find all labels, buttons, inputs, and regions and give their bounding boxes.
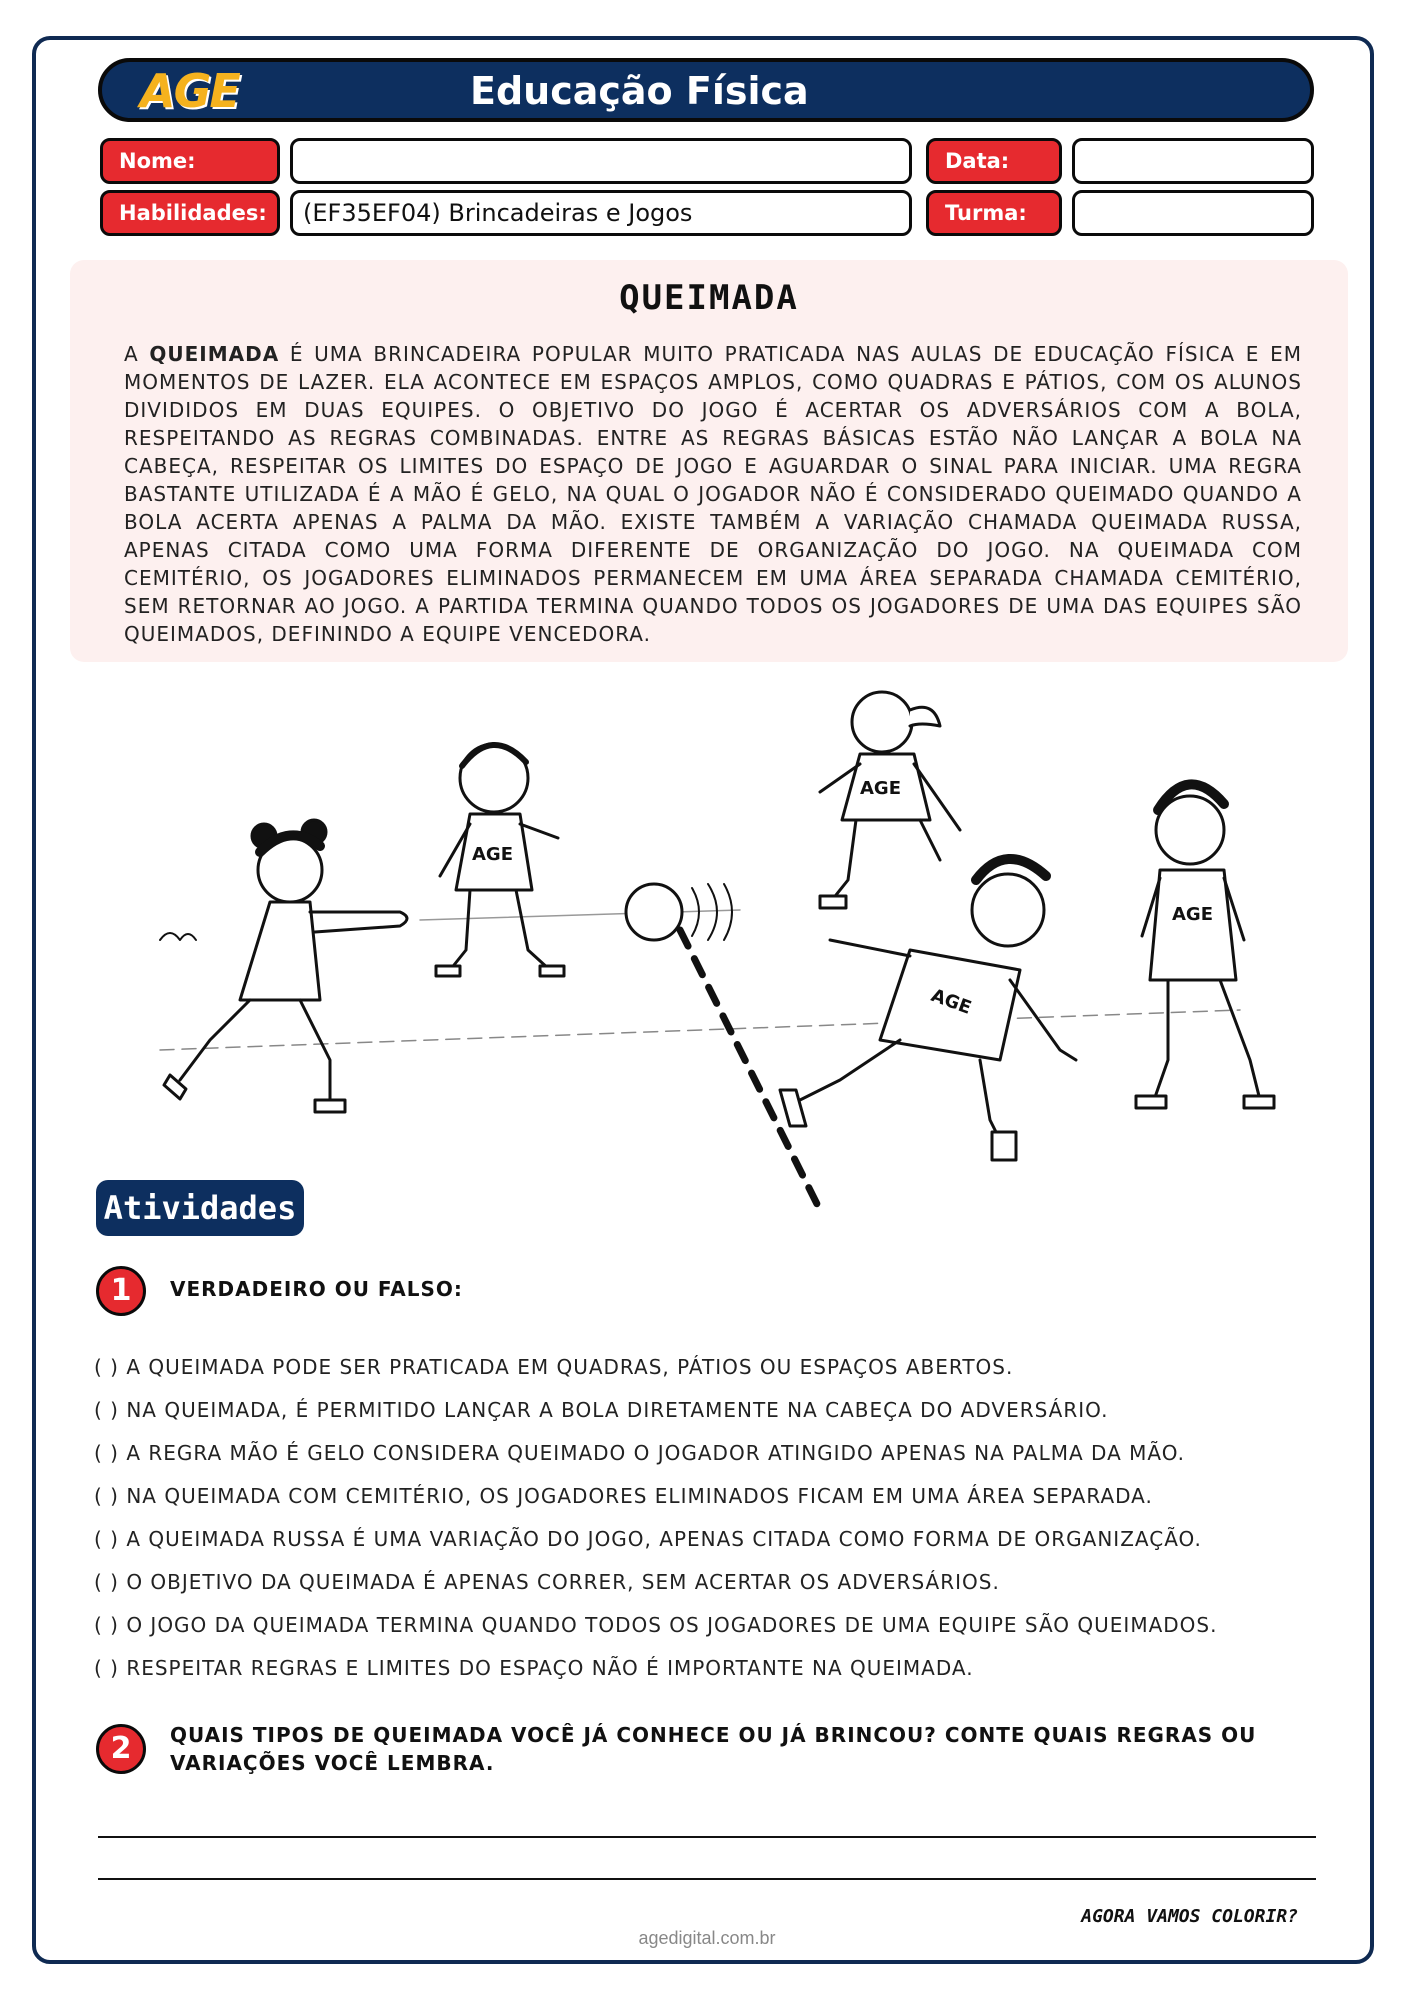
date-label: Data: [926, 138, 1062, 184]
true-false-list [94, 1346, 1334, 1690]
list-item[interactable]: ( ) NA QUEIMADA, É PERMITIDO LANÇAR A BOLA DIRETAMENTE NA CABEÇA DO ADVERSÁRIO. [94, 1398, 1109, 1422]
skills-label: Habilidades: [100, 190, 280, 236]
list-item[interactable]: ( ) A QUEIMADA PODE SER PRATICADA EM QUADRAS, PÁTIOS OU ESPAÇOS ABERTOS. [94, 1355, 1014, 1379]
list-item[interactable]: ( ) O JOGO DA QUEIMADA TERMINA QUANDO TODOS OS JOGADORES DE UMA EQUIPE SÃO QUEIMADOS. [94, 1613, 1218, 1637]
list-item[interactable]: ( ) RESPEITAR REGRAS E LIMITES DO ESPAÇO NÃO É IMPORTANTE NA QUEIMADA. [94, 1656, 974, 1680]
question-2-prompt-line2: VARIAÇÕES VOCÊ LEMBRA. [170, 1751, 495, 1775]
answer-line-1[interactable] [98, 1836, 1316, 1838]
shirt-text-2: AGE [860, 778, 902, 799]
class-label: Turma: [926, 190, 1062, 236]
intro-rest: É UMA BRINCADEIRA POPULAR MUITO PRATICADA NAS AULAS DE EDUCAÇÃO FÍSICA E EM MOMENTOS DE LAZER. ELA ACONTECE EM ESPAÇOS AMPLOS, COMO QUADRAS E PÁTIOS, COM OS ALUNOS DIVIDIDOS EM DUAS EQUIPES. O OBJETIVO DO JOGO É ACERTAR OS ADVERSÁRIOS COM A BOLA, RESPEITANDO AS REGRAS COMBINADAS. ENTRE AS REGRAS BÁSICAS ESTÃO NÃO LANÇAR A BOLA NA CABEÇA, RESPEITAR OS LIMITES DO ESPAÇO DE JOGO E AGUARDAR O SINAL PARA INICIAR. UMA REGRA BASTANTE UTILIZADA É A MÃO É GELO, NA QUAL O JOGADOR NÃO É CONSIDERADO QUEIMADO QUANDO A BOLA ACERTA APENAS A PALMA DA MÃO. EXISTE TAMBÉM A VARIAÇÃO CHAMADA QUEIMADA RUSSA, APENAS CITADA COMO UMA FORMA DIFERENTE DE ORGANIZAÇÃO DO JOGO. NA QUEIMADA COM CEMITÉRIO, OS JOGADORES ELIMINADOS PERMANECEM EM UMA ÁREA SEPARADA CHAMADA CEMITÉRIO, SEM RETORNAR AO JOGO. A PARTIDA TERMINA QUANDO TODOS OS JOGADORES DE UMA DAS EQUIPES SÃO QUEIMADOS, DEFININDO A EQUIPE VENCEDORA. [124, 342, 1302, 646]
girl-ponytail [820, 692, 960, 908]
intro-paragraph [124, 340, 1302, 648]
age-logo: AGE [140, 64, 239, 118]
activities-tag: Atividades [96, 1180, 304, 1236]
footer-website: agedigital.com.br [638, 1928, 776, 1948]
name-label: Nome: [100, 138, 280, 184]
question-2-prompt-line1: QUAIS TIPOS DE QUEIMADA VOCÊ JÁ CONHECE OU JÁ BRINCOU? CONTE QUAIS REGRAS OU [170, 1723, 1257, 1747]
date-field[interactable] [1072, 138, 1314, 184]
question-2-badge: 2 [96, 1724, 146, 1774]
page-title: Educação Física [470, 69, 809, 113]
name-field[interactable] [290, 138, 912, 184]
shirt-text-1: AGE [472, 844, 514, 865]
girl-thrower [164, 820, 407, 1112]
question-1-prompt: VERDADEIRO OU FALSO: [170, 1277, 463, 1301]
section-title: QUEIMADA [619, 278, 799, 318]
list-item[interactable]: ( ) A REGRA MÃO É GELO CONSIDERA QUEIMADO O JOGADOR ATINGIDO APENAS NA PALMA DA MÃO. [94, 1441, 1185, 1465]
shirt-text-4: AGE [1172, 904, 1214, 925]
boy-curly [1136, 784, 1274, 1108]
list-item[interactable]: ( ) A QUEIMADA RUSSA É UMA VARIAÇÃO DO JOGO, APENAS CITADA COMO FORMA DE ORGANIZAÇÃO. [94, 1527, 1202, 1551]
intro-keyword: QUEIMADA [149, 342, 280, 366]
answer-line-2[interactable] [98, 1878, 1316, 1880]
question-1-badge: 1 [96, 1266, 146, 1316]
footer-coloring-cta: AGORA VAMOS COLORIR? [1081, 1906, 1298, 1927]
intro-start: A [124, 342, 150, 366]
list-item[interactable]: ( ) O OBJETIVO DA QUEIMADA É APENAS CORRER, SEM ACERTAR OS ADVERSÁRIOS. [94, 1570, 1000, 1594]
children-playing-illustration [140, 680, 1320, 1220]
class-field[interactable] [1072, 190, 1314, 236]
shirt-text-3: AGE [928, 984, 975, 1019]
list-item[interactable]: ( ) NA QUEIMADA COM CEMITÉRIO, OS JOGADORES ELIMINADOS FICAM EM UMA ÁREA SEPARADA. [94, 1484, 1153, 1508]
skills-field[interactable]: (EF35EF04) Brincadeiras e Jogos [290, 190, 912, 236]
